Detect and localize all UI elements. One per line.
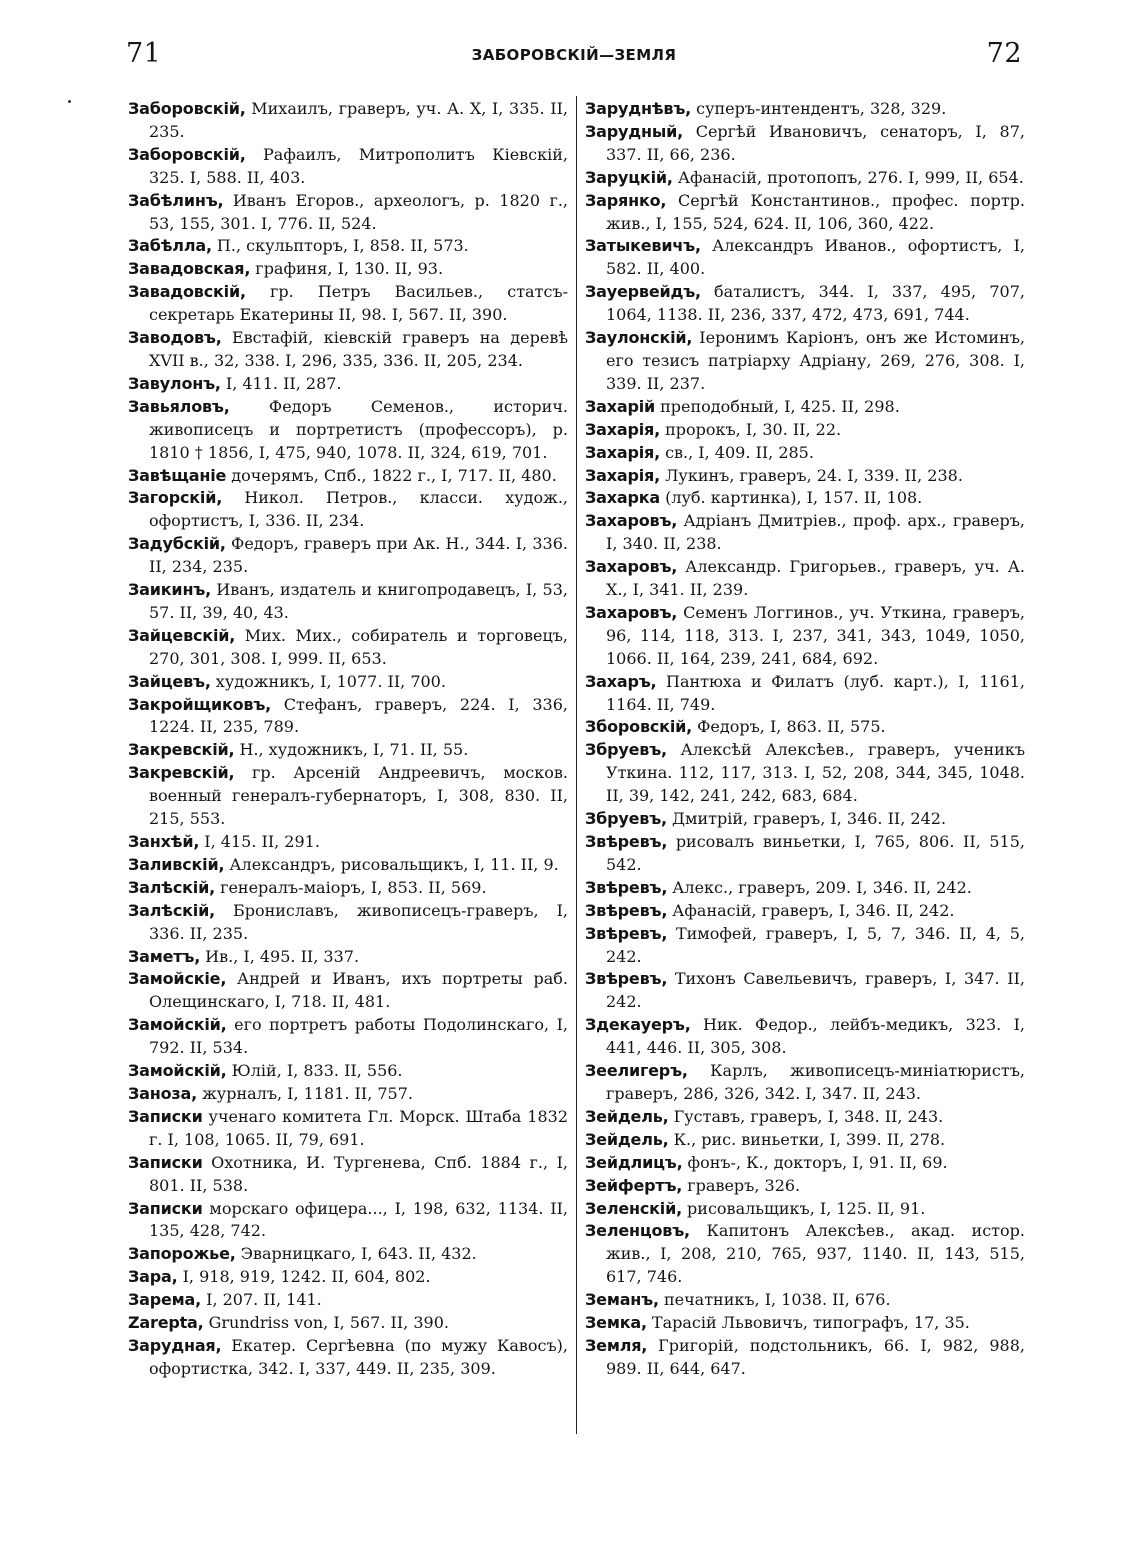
entry-headword: Зарянко, <box>585 190 667 210</box>
index-entry <box>128 739 568 762</box>
entry-text: К., рис. виньетки, I, 399. II, 278. <box>668 1129 946 1149</box>
entry-headword: Заулонскiй, <box>585 328 693 348</box>
entry-text: I, 918, 919, 1242. II, 604, 802. <box>177 1267 431 1287</box>
index-entry <box>585 1198 1025 1221</box>
entry-headword: Заруцкiй, <box>585 167 673 187</box>
entry-headword: Забѣлла, <box>128 236 212 256</box>
entry-text: Дмитрiй, граверъ, I, 346. II, 242. <box>666 809 947 829</box>
entry-headword: Захарка <box>585 488 660 508</box>
entry-headword: Земанъ, <box>585 1290 659 1310</box>
entry-text: Охотника, И. Тургенева, Спб. 1884 г., I, 801. II, 538. <box>149 1152 568 1195</box>
entry-headword: Zarepta, <box>128 1313 204 1333</box>
index-entry <box>585 556 1025 602</box>
page-header <box>126 38 1022 72</box>
index-entry <box>585 190 1025 236</box>
entry-text: суперъ-интендентъ, 328, 329. <box>691 99 947 118</box>
index-entry <box>128 625 568 671</box>
running-title: ЗАБОРОВСКIЙ—ЗЕМЛЯ <box>471 46 677 64</box>
entry-headword: Захаровъ, <box>585 557 678 577</box>
index-entry <box>585 1106 1025 1129</box>
entry-headword: Земка, <box>585 1313 647 1333</box>
index-entry <box>585 1175 1025 1198</box>
entry-text: Iеронимъ Карiонъ, онъ же Истоминъ, его тезисъ патрiарху Адрiану, 269, 276, 308. I, 339. II, 237. <box>606 328 1025 393</box>
entry-headword: Залѣскiй, <box>128 877 215 897</box>
entry-text: Алекс., граверъ, 209. I, 346. II, 242. <box>667 877 972 897</box>
entry-text: Рафаилъ, Митрополитъ Кiевскiй, 325. I, 588. II, 403. <box>149 144 568 187</box>
entry-text: Федоръ, граверъ при Ак. Н., 344. I, 336. II, 234, 235. <box>149 534 568 577</box>
index-entry <box>585 487 1025 510</box>
entry-text: рисовалъ виньетки, I, 765, 806. II, 515, 542. <box>606 832 1025 874</box>
entry-text: Тихонъ Савельевичъ, граверъ, I, 347. II, 242. <box>606 969 1025 1012</box>
entry-text: I, 415. II, 291. <box>199 832 320 851</box>
entry-text: Ник. Федор., лейбъ-медикъ, 323. I, 441, 446. II, 305, 308. <box>606 1015 1025 1058</box>
index-entry <box>128 1243 568 1266</box>
entry-headword: Захаръ, <box>585 671 657 691</box>
entry-text: Иванъ, издатель и книгопродавецъ, I, 53, 57. II, 39, 40, 43. <box>149 580 568 622</box>
entry-text: Пантюха и Филатъ (луб. карт.), I, 1161, 1164. II, 749. <box>606 671 1025 714</box>
entry-headword: Звѣревъ, <box>585 923 668 943</box>
entry-text: Алексѣй Алексѣев., граверъ, ученикъ Уткина. 112, 117, 313. I, 52, 208, 344, 345, 1048. II, 39, 142, 241, 242, 683, 684. <box>606 740 1025 806</box>
index-entry <box>585 1014 1025 1060</box>
entry-headword: Записки <box>128 1106 203 1126</box>
entry-text: фонъ-, К., докторъ, I, 91. II, 69. <box>682 1152 948 1172</box>
entry-headword: Зарема, <box>128 1290 202 1310</box>
entry-headword: Земля, <box>585 1335 648 1355</box>
index-entry <box>128 281 568 327</box>
index-entry <box>128 373 568 396</box>
index-entry <box>128 968 568 1014</box>
entry-text: Капитонъ Алексѣев., акад. истор. жив., I, 208, 210, 765, 937, 1140. II, 143, 515, 617, 746. <box>606 1221 1025 1287</box>
entry-headword: Забѣлинъ, <box>128 190 224 210</box>
entry-headword: Звѣревъ, <box>585 969 668 989</box>
entry-text: журналъ, I, 1181. II, 757. <box>196 1083 413 1103</box>
entry-headword: Зайцевскiй, <box>128 625 236 645</box>
entry-text: ученаго комитета Гл. Морск. Штаба 1832 г. I, 108, 1065. II, 79, 691. <box>149 1106 568 1149</box>
entry-text: (луб. картинка), I, 157. II, 108. <box>660 488 923 508</box>
entry-text: Семенъ Логгинов., уч. Уткина, граверъ, 96, 114, 118, 313. I, 237, 341, 343, 1049, 1050, 1066. II, 164, 239, 241, 684, 692. <box>606 602 1025 668</box>
entry-text: Михаилъ, граверъ, уч. А. X, I, 335. II, 235. <box>149 99 568 141</box>
index-entry <box>128 396 568 465</box>
entry-text: Тарасiй Львовичъ, типографъ, 17, 35. <box>646 1313 970 1333</box>
entry-headword: Захарiй <box>585 396 656 416</box>
entry-text: Сергѣй Константинов., профес. портр. жив., I, 155, 524, 624. II, 106, 360, 422. <box>606 190 1025 233</box>
entry-text: Густавъ, граверъ, I, 348. II, 243. <box>668 1106 944 1126</box>
entry-text: Стефанъ, граверъ, 224. I, 336, 1224. II, 235, 789. <box>149 694 568 737</box>
index-entry <box>128 1289 568 1312</box>
entry-headword: Завьяловъ, <box>128 396 230 416</box>
entry-text: Екатер. Сергѣевна (по мужу Кавосъ), офортистка, 342. I, 337, 449. II, 235, 309. <box>149 1335 568 1378</box>
entry-headword: Зеелигеръ, <box>585 1061 688 1081</box>
index-entry <box>128 533 568 579</box>
entry-headword: Загорскiй, <box>128 488 223 508</box>
entry-text: П., скульпторъ, I, 858. II, 573. <box>211 236 469 256</box>
entry-headword: Зарудная, <box>128 1335 222 1355</box>
entry-text: генералъ-маiоръ, I, 853. II, 569. <box>214 877 487 897</box>
entry-headword: Задубскiй, <box>128 534 226 554</box>
entry-text: Тимофей, граверъ, I, 5, 7, 346. II, 4, 5, 242. <box>606 923 1025 966</box>
entry-headword: Залѣскiй, <box>128 900 215 920</box>
entry-text: граверъ, 326. <box>682 1175 801 1195</box>
index-entry <box>128 465 568 488</box>
entry-headword: Заборовскiй, <box>128 144 246 164</box>
index-entry <box>128 258 568 281</box>
column-divider <box>576 96 577 1434</box>
right-column <box>585 98 1025 1381</box>
entry-headword: Зарудный, <box>585 121 683 141</box>
index-entry <box>128 144 568 190</box>
entry-text: гр. Петръ Васильев., статсъ-секретарь Екатерины II, 98. I, 567. II, 390. <box>149 282 568 325</box>
index-entry <box>128 1198 568 1244</box>
entry-headword: Зауервейдъ, <box>585 282 701 302</box>
entry-text: I, 207. II, 141. <box>201 1290 322 1310</box>
entry-text: Брониславъ, живописецъ-граверъ, I, 336. II, 235. <box>149 900 568 943</box>
entry-headword: Затыкевичъ, <box>585 236 701 256</box>
index-entry <box>585 327 1025 396</box>
entry-headword: Звѣревъ, <box>585 900 668 920</box>
index-entry <box>128 854 568 877</box>
entry-text: Лукинъ, граверъ, 24. I, 339. II, 238. <box>659 465 963 485</box>
entry-headword: Замойскiе, <box>128 969 227 989</box>
index-entry <box>585 923 1025 969</box>
entry-text: Иванъ Егоров., археологъ, р. 1820 г., 53, 155, 301. I, 776. II, 524. <box>149 190 568 233</box>
index-entry <box>585 235 1025 281</box>
entry-headword: Захарiя, <box>585 442 660 462</box>
index-entry <box>128 1266 568 1289</box>
index-entry <box>128 1312 568 1335</box>
entry-headword: Заливскiй, <box>128 854 225 874</box>
entry-text: морскаго офицера..., I, 198, 632, 1134. II, 135, 428, 742. <box>149 1198 568 1241</box>
entry-headword: Завулонъ, <box>128 373 221 393</box>
index-entry <box>128 1335 568 1381</box>
index-entry <box>128 327 568 373</box>
index-entry <box>128 1083 568 1106</box>
index-entry <box>585 442 1025 465</box>
entry-text: графиня, I, 130. II, 93. <box>250 259 444 279</box>
entry-headword: Зейдель, <box>585 1129 669 1149</box>
index-entry <box>128 694 568 740</box>
entry-headword: Зеленцовъ, <box>585 1221 690 1241</box>
index-entry <box>128 579 568 625</box>
entry-headword: Зейфертъ, <box>585 1175 683 1195</box>
entry-text: рисовальщикъ, I, 125. II, 91. <box>681 1198 926 1218</box>
entry-text: художникъ, I, 1077. II, 700. <box>210 671 446 691</box>
entry-headword: Заноза, <box>128 1083 197 1103</box>
entry-text: Grundriss von, I, 567. II, 390. <box>203 1313 449 1333</box>
index-entry <box>128 235 568 258</box>
index-entry <box>585 1289 1025 1312</box>
index-entry <box>585 465 1025 488</box>
entry-headword: Запорожье, <box>128 1244 236 1264</box>
entry-text: гр. Арсенiй Андреевичъ, москов. военный генералъ-губернаторъ, I, 308, 830. II, 215, 553. <box>149 763 568 829</box>
entry-text: Федоръ, I, 863. II, 575. <box>692 717 886 737</box>
entry-text: баталистъ, 344. I, 337, 495, 707, 1064, 1138. II, 236, 337, 472, 473, 691, 744. <box>606 282 1025 325</box>
entry-text: Мих. Мих., собиратель и торговецъ, 270, 301, 308. I, 999. II, 653. <box>149 625 568 668</box>
entry-headword: Заикинъ, <box>128 580 212 600</box>
entry-text: Юлiй, I, 833. II, 556. <box>226 1061 403 1081</box>
index-entry <box>585 716 1025 739</box>
entry-headword: Завадовская, <box>128 259 251 279</box>
index-entry <box>585 831 1025 877</box>
entry-text: его портретъ работы Подолинскаго, I, 792. II, 534. <box>149 1015 568 1058</box>
index-entry <box>585 1060 1025 1106</box>
entry-headword: Захаровъ, <box>585 602 678 622</box>
entry-headword: Здекауеръ, <box>585 1015 691 1035</box>
entry-text: Евстафiй, кiевскiй граверъ на деревѣ XVII в., 32, 338. I, 296, 335, 336. II, 205, 234. <box>149 328 568 370</box>
index-entry <box>585 1129 1025 1152</box>
entry-headword: Закревскiй, <box>128 763 235 783</box>
right-page-number: 72 <box>986 38 1022 69</box>
entry-headword: Закревскiй, <box>128 740 235 760</box>
margin-speck <box>68 100 71 103</box>
entry-headword: Зейдель, <box>585 1106 669 1126</box>
entry-text: Федоръ Семенов., историч. живописецъ и портретистъ (профессоръ), р. 1810 † 1856, I, 475, 940, 1078. II, 324, 619, 701. <box>149 396 568 462</box>
index-entry <box>128 1060 568 1083</box>
index-entry <box>585 808 1025 831</box>
index-entry <box>585 602 1025 671</box>
entry-text: пророкъ, I, 30. II, 22. <box>659 419 842 439</box>
index-entry <box>128 877 568 900</box>
entry-text: Афанасiй, граверъ, I, 346. II, 242. <box>667 900 955 920</box>
entry-headword: Заборовскiй, <box>128 99 246 118</box>
entry-text: Александр. Григорьев., граверъ, уч. А. X., I, 341. II, 239. <box>606 557 1025 600</box>
entry-headword: Зара, <box>128 1267 178 1287</box>
entry-headword: Зейдлицъ, <box>585 1152 683 1172</box>
entry-headword: Закройщиковъ, <box>128 694 272 714</box>
left-page-number: 71 <box>126 38 162 69</box>
entry-headword: Заметъ, <box>128 946 201 966</box>
entry-text: Афанасiй, протопопъ, 276. I, 999, II, 654. <box>672 167 1024 187</box>
index-entry <box>585 968 1025 1014</box>
entry-headword: Збруевъ, <box>585 740 667 760</box>
entry-headword: Захарiя, <box>585 465 660 485</box>
entry-text: Н., художникъ, I, 71. II, 55. <box>234 740 469 760</box>
entry-headword: Звѣревъ, <box>585 877 668 897</box>
entry-text: Григорiй, подстольникъ, 66. I, 982, 988, 989. II, 644, 647. <box>606 1335 1025 1378</box>
entry-headword: Занхѣй, <box>128 832 200 851</box>
index-entry <box>585 1152 1025 1175</box>
entry-headword: Записки <box>128 1152 203 1172</box>
index-entry <box>585 281 1025 327</box>
index-entry <box>585 396 1025 419</box>
entry-headword: Записки <box>128 1198 203 1218</box>
index-entry <box>128 946 568 969</box>
index-entry <box>585 1335 1025 1381</box>
index-entry <box>128 98 568 144</box>
index-entry <box>585 877 1025 900</box>
index-entry <box>585 1220 1025 1289</box>
entry-text: Карлъ, живописецъ-миніатюристъ, граверъ, 286, 326, 342. I, 347. II, 243. <box>606 1061 1025 1103</box>
entry-text: Сергѣй Ивановичъ, сенаторъ, I, 87, 337. II, 66, 236. <box>606 121 1025 164</box>
entry-text: Ив., I, 495. II, 337. <box>200 946 360 966</box>
index-entry <box>128 762 568 831</box>
index-entry <box>128 671 568 694</box>
index-entry <box>128 900 568 946</box>
entry-headword: Завѣщанiе <box>128 465 227 485</box>
index-entry <box>128 190 568 236</box>
index-entry <box>585 98 1025 121</box>
entry-text: дочерямъ, Спб., 1822 г., I, 717. II, 480. <box>226 465 557 485</box>
entry-headword: Зеленскiй, <box>585 1198 682 1218</box>
entry-headword: Зайцевъ, <box>128 671 211 691</box>
entry-headword: Звѣревъ, <box>585 832 668 851</box>
entry-headword: Збруевъ, <box>585 809 667 829</box>
entry-headword: Заруднѣвъ, <box>585 99 692 118</box>
index-entry <box>585 671 1025 717</box>
entry-headword: Захарiя, <box>585 419 660 439</box>
entry-text: Эварницкаго, I, 643. II, 432. <box>235 1244 477 1264</box>
entry-headword: Замойскiй, <box>128 1015 227 1035</box>
entry-text: I, 411. II, 287. <box>220 373 342 393</box>
left-column <box>128 98 568 1381</box>
entry-text: печатникъ, I, 1038. II, 676. <box>658 1290 891 1310</box>
entry-text: преподобный, I, 425. II, 298. <box>655 396 900 416</box>
index-entry <box>585 167 1025 190</box>
index-entry <box>585 419 1025 442</box>
entry-headword: Зборовскiй, <box>585 717 693 737</box>
index-entry <box>585 510 1025 556</box>
index-entry <box>585 739 1025 808</box>
index-entry <box>585 121 1025 167</box>
entry-text: Никол. Петров., класси. худож., офортистъ, I, 336. II, 234. <box>149 488 568 531</box>
index-entry <box>128 1014 568 1060</box>
index-entry <box>128 831 568 854</box>
index-entry <box>128 1152 568 1198</box>
index-entry <box>585 1312 1025 1335</box>
index-entry <box>128 1106 568 1152</box>
entry-text: Андрей и Иванъ, ихъ портреты раб. Олещинскаго, I, 718. II, 481. <box>149 969 568 1012</box>
index-entry <box>128 487 568 533</box>
entry-text: Александръ Иванов., офортистъ, I, 582. II, 400. <box>606 236 1025 279</box>
entry-text: Адрiанъ Дмитрiев., проф. арх., граверъ, I, 340. II, 238. <box>606 511 1025 554</box>
entry-headword: Заводовъ, <box>128 328 222 348</box>
entry-text: св., I, 409. II, 285. <box>659 442 814 462</box>
entry-text: Александръ, рисовальщикъ, I, 11. II, 9. <box>224 854 559 874</box>
entry-headword: Захаровъ, <box>585 511 678 531</box>
entry-headword: Завадовскiй, <box>128 282 246 302</box>
entry-headword: Замойскiй, <box>128 1061 227 1081</box>
index-entry <box>585 900 1025 923</box>
